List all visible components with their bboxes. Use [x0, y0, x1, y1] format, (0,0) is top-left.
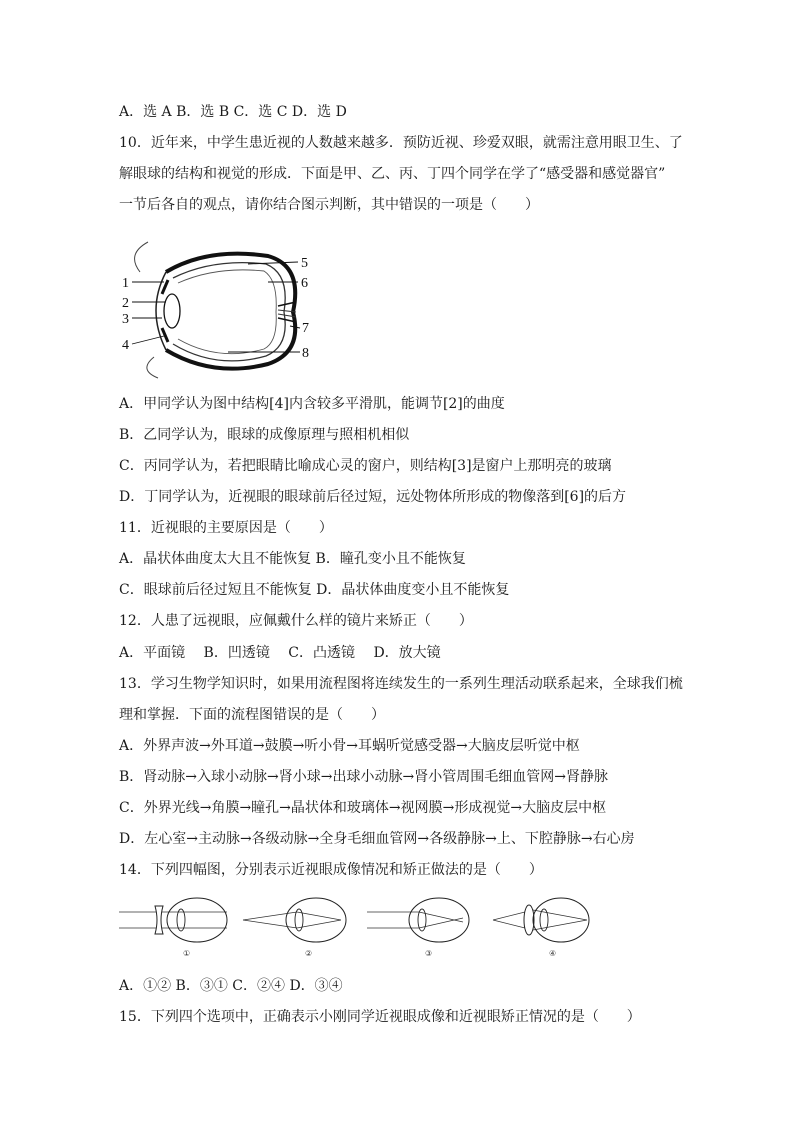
q11-options-ab: A．晶状体曲度太大且不能恢复 B．瞳孔变小且不能恢复: [119, 551, 466, 567]
q10-option-b: B．乙同学认为，眼球的成像原理与照相机相似: [119, 427, 410, 443]
q15-stem: 15．下列四个选项中，正确表示小刚同学近视眼成像和近视眼矫正情况的是（ ）: [119, 1009, 641, 1025]
eye-label-3: 3: [122, 312, 129, 327]
q13-stem-line2: 理和掌握．下面的流程图错误的是（ ）: [119, 707, 385, 723]
diagram-3-caption: ③: [425, 949, 433, 958]
q10-stem-line3: 一节后各自的观点，请你结合图示判断，其中错误的一项是（ ）: [119, 197, 539, 213]
diagram-1-caption: ①: [183, 949, 191, 958]
eye-structure-figure: [118, 232, 328, 382]
eye-label-6: 6: [301, 276, 308, 291]
diagram-2-caption: ②: [305, 949, 313, 958]
eye-label-8: 8: [302, 346, 309, 361]
q13-option-a: A．外界声波→外耳道→鼓膜→听小骨→耳蜗听觉感受器→大脑皮层听觉中枢: [119, 738, 580, 754]
q13-option-b: B．肾动脉→入球小动脉→肾小球→出球小动脉→肾小管周围毛细血管网→肾静脉: [119, 769, 608, 785]
q10-option-d: D．丁同学认为，近视眼的眼球前后径过短，远处物体所形成的物像落到[6]的后方: [119, 489, 627, 505]
q14-options: A．①② B．③① C．②④ D．③④: [119, 978, 343, 994]
q9-options: A．选 A B．选 B C．选 C D．选 D: [119, 104, 347, 120]
diagram-2: [243, 898, 346, 958]
q14-stem: 14．下列四幅图，分别表示近视眼成像情况和矫正做法的是（ ）: [119, 862, 543, 878]
diagram-1: [119, 898, 227, 958]
lens-diagrams-figure: [119, 892, 593, 962]
q13-option-d: D．左心室→主动脉→各级动脉→全身毛细血管网→各级静脉→上、下腔静脉→右心房: [119, 831, 635, 847]
q11-options-cd: C．眼球前后径过短且不能恢复 D．晶状体曲度变小且不能恢复: [119, 582, 510, 598]
q10-stem-line1: 10．近年来，中学生患近视的人数越来越多．预防近视、珍爱双眼，就需注意用眼卫生、了: [119, 135, 683, 151]
eye-label-7: 7: [302, 321, 309, 336]
eye-label-4: 4: [122, 338, 129, 353]
q10-option-c: C．丙同学认为，若把眼睛比喻成心灵的窗户，则结构[3]是窗户上那明亮的玻璃: [119, 458, 612, 474]
q13-stem-line1: 13．学习生物学知识时，如果用流程图将连续发生的一系列生理活动联系起来，全球我们梳: [119, 676, 683, 692]
q11-stem: 11．近视眼的主要原因是（ ）: [119, 520, 333, 536]
eye-label-2: 2: [122, 296, 129, 311]
diagram-4: [493, 898, 589, 958]
diagram-3: [367, 898, 469, 958]
q10-option-a: A．甲同学认为图中结构[4]内含较多平滑肌，能调节[2]的曲度: [119, 396, 505, 412]
q12-options: A．平面镜 B．凹透镜 C．凸透镜 D．放大镜: [119, 645, 441, 661]
eye-label-1: 1: [122, 276, 129, 291]
q13-option-c: C．外界光线→角膜→瞳孔→晶状体和玻璃体→视网膜→形成视觉→大脑皮层中枢: [119, 800, 607, 816]
diagram-4-caption: ④: [549, 949, 557, 958]
eye-label-5: 5: [301, 256, 308, 271]
q10-stem-line2: 解眼球的结构和视觉的形成．下面是甲、乙、丙、丁四个同学在学了“感受器和感觉器官”: [119, 166, 666, 182]
q12-stem: 12．人患了远视眼，应佩戴什么样的镜片来矫正（ ）: [119, 613, 473, 629]
